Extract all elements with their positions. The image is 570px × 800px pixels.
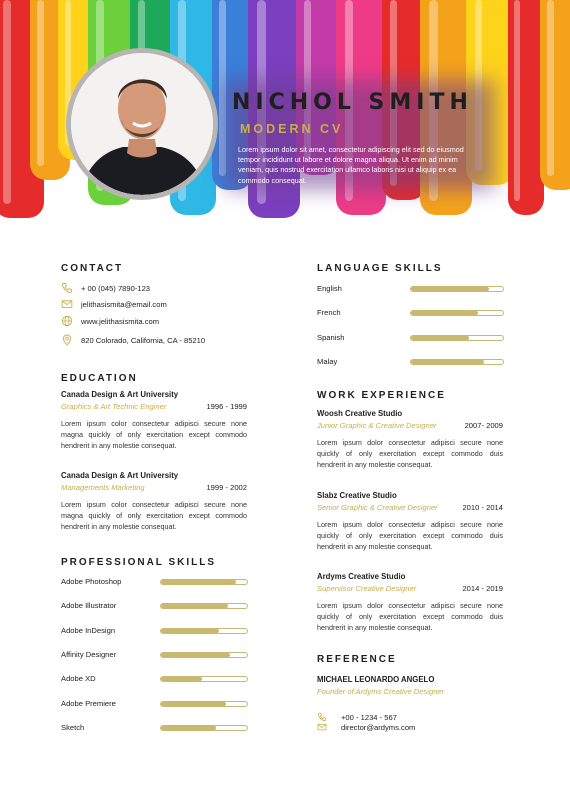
work-description: Lorem ipsum dolor consectetur adipisci secure none quickly of only exercitation except commodo duis hendrerit in any molestie consequat. xyxy=(317,520,503,551)
skill-level-fill xyxy=(411,287,489,291)
professional-skills-heading: PROFESSIONAL SKILLS xyxy=(61,557,217,568)
contact-heading: CONTACT xyxy=(61,263,124,274)
skill-label: English xyxy=(317,284,342,293)
intro-text: Lorem ipsum dolor sit amet, consectetur adipiscing elit sed do eiusmod tempor incididunt ut labore et dolore magna aliqua. Ut enim ad minim veniam, quis nostrud exercitation ullamco laboris nisi ut aliquip ex ea commodo consequat. xyxy=(238,145,464,185)
location-icon xyxy=(61,334,73,346)
contact-phone xyxy=(61,281,150,295)
skill-label: Malay xyxy=(317,356,338,366)
contact-address xyxy=(61,333,205,347)
skill-label: Adobe Photoshop xyxy=(61,577,122,586)
skill-level-fill xyxy=(161,702,226,706)
contact-website xyxy=(61,314,159,328)
skill-level-fill xyxy=(411,336,469,340)
skill-label: Adobe Illustrator xyxy=(61,601,117,611)
skill-level-bar xyxy=(160,579,248,585)
education-years: 1996 - 1999 xyxy=(206,402,247,411)
person-portrait-icon xyxy=(71,53,213,195)
work-company: Slabz Creative Studio xyxy=(317,491,397,500)
work-years: 2010 - 2014 xyxy=(462,503,503,512)
education-school: Canada Design & Art University xyxy=(61,390,179,399)
skill-label: Adobe XD xyxy=(61,674,96,684)
work-years: 2014 - 2019 xyxy=(462,584,503,593)
skill-label: Affinity Designer xyxy=(61,649,117,659)
email-icon xyxy=(317,722,327,732)
reference-email xyxy=(317,720,415,734)
contact-email xyxy=(61,297,167,311)
education-years: 1999 - 2002 xyxy=(206,483,247,492)
profile-photo xyxy=(66,48,218,200)
skill-level-bar xyxy=(160,725,248,731)
skill-label: Sketch xyxy=(61,722,85,732)
contact-phone-text: + 00 (045) 7890-123 xyxy=(81,283,151,293)
work-years: 2007- 2009 xyxy=(464,421,503,430)
contact-website-text: www.jelithasismita.com xyxy=(81,316,160,326)
reference-phone-text: +00 - 1234 - 567 xyxy=(341,712,397,722)
skill-label: Adobe InDesign xyxy=(61,625,116,635)
education-description: Lorem ipsum color consectetur adipisci secure none magna quickly of only exercitation except commodo hendrerit in any molestie consequat. xyxy=(61,419,247,450)
work-company: Woosh Creative Studio xyxy=(317,409,403,418)
skill-level-bar xyxy=(410,310,504,316)
skill-level-bar xyxy=(160,603,248,609)
phone-icon xyxy=(61,282,73,294)
reference-email-text: director@ardyms.com xyxy=(341,722,416,732)
skill-level-bar xyxy=(410,286,504,292)
job-title: MODERN CV xyxy=(240,122,344,136)
education-description: Lorem ipsum color consectetur adipisci secure none magna quickly of only exercitation except commodo hendrerit in any molestie consequat. xyxy=(61,500,247,531)
skill-level-fill xyxy=(411,360,484,364)
skill-level-fill xyxy=(161,629,219,633)
work-experience-heading: WORK EXPERIENCE xyxy=(317,390,446,401)
skill-label: Adobe Premiere xyxy=(61,698,116,708)
paint-drip xyxy=(508,0,544,215)
skill-label: French xyxy=(317,308,341,318)
skill-level-fill xyxy=(161,604,228,608)
skill-level-fill xyxy=(161,653,230,657)
paint-drip xyxy=(540,0,570,190)
candidate-name: NICHOL SMITH xyxy=(232,90,473,115)
work-description: Lorem ipsum dolor consectetur adipisci secure none quickly of only exercitation except commodo duis hendrerit in any molestie consequat. xyxy=(317,438,503,469)
skill-level-bar xyxy=(160,628,248,634)
education-degree: Graphics & Art Technic Enginer xyxy=(61,402,167,411)
education-heading: EDUCATION xyxy=(61,373,138,384)
skill-level-fill xyxy=(161,580,236,584)
email-icon xyxy=(61,298,73,310)
skill-level-bar xyxy=(160,652,248,658)
reference-role: Founder of Ardyms Creative Designer xyxy=(317,687,445,696)
skill-level-bar xyxy=(160,701,248,707)
contact-address-text: 820 Colorado, California, CA - 85210 xyxy=(81,335,206,345)
work-description: Lorem ipsum dolor consectetur adipisci secure none quickly of only exercitation except commodo duis hendrerit in any molestie consequat. xyxy=(317,601,503,632)
education-school: Canada Design & Art University xyxy=(61,471,179,480)
skill-level-bar xyxy=(410,359,504,365)
reference-heading: REFERENCE xyxy=(317,654,397,665)
skill-level-bar xyxy=(160,676,248,682)
work-role: Senior Graphic & Creative Designer xyxy=(317,503,438,512)
globe-icon xyxy=(61,315,73,327)
skill-level-bar xyxy=(410,335,504,341)
avatar xyxy=(71,53,213,195)
skill-label: Spanish xyxy=(317,332,345,342)
reference-name: MICHAEL LEONARDO ANGELO xyxy=(317,675,435,684)
language-skills-heading: LANGUAGE SKILLS xyxy=(317,263,443,274)
work-company: Ardyms Creative Studio xyxy=(317,572,406,581)
header-banner xyxy=(0,0,570,234)
skill-level-fill xyxy=(161,677,202,681)
skill-level-fill xyxy=(411,311,478,315)
work-role: Supervisor Creative Designer xyxy=(317,584,417,593)
skill-level-fill xyxy=(161,726,216,730)
education-degree: Managements Marketing xyxy=(61,483,145,492)
contact-email-text: jelithasismita@email.com xyxy=(81,299,167,309)
work-role: Junior Graphic & Creative Designer xyxy=(317,421,437,430)
